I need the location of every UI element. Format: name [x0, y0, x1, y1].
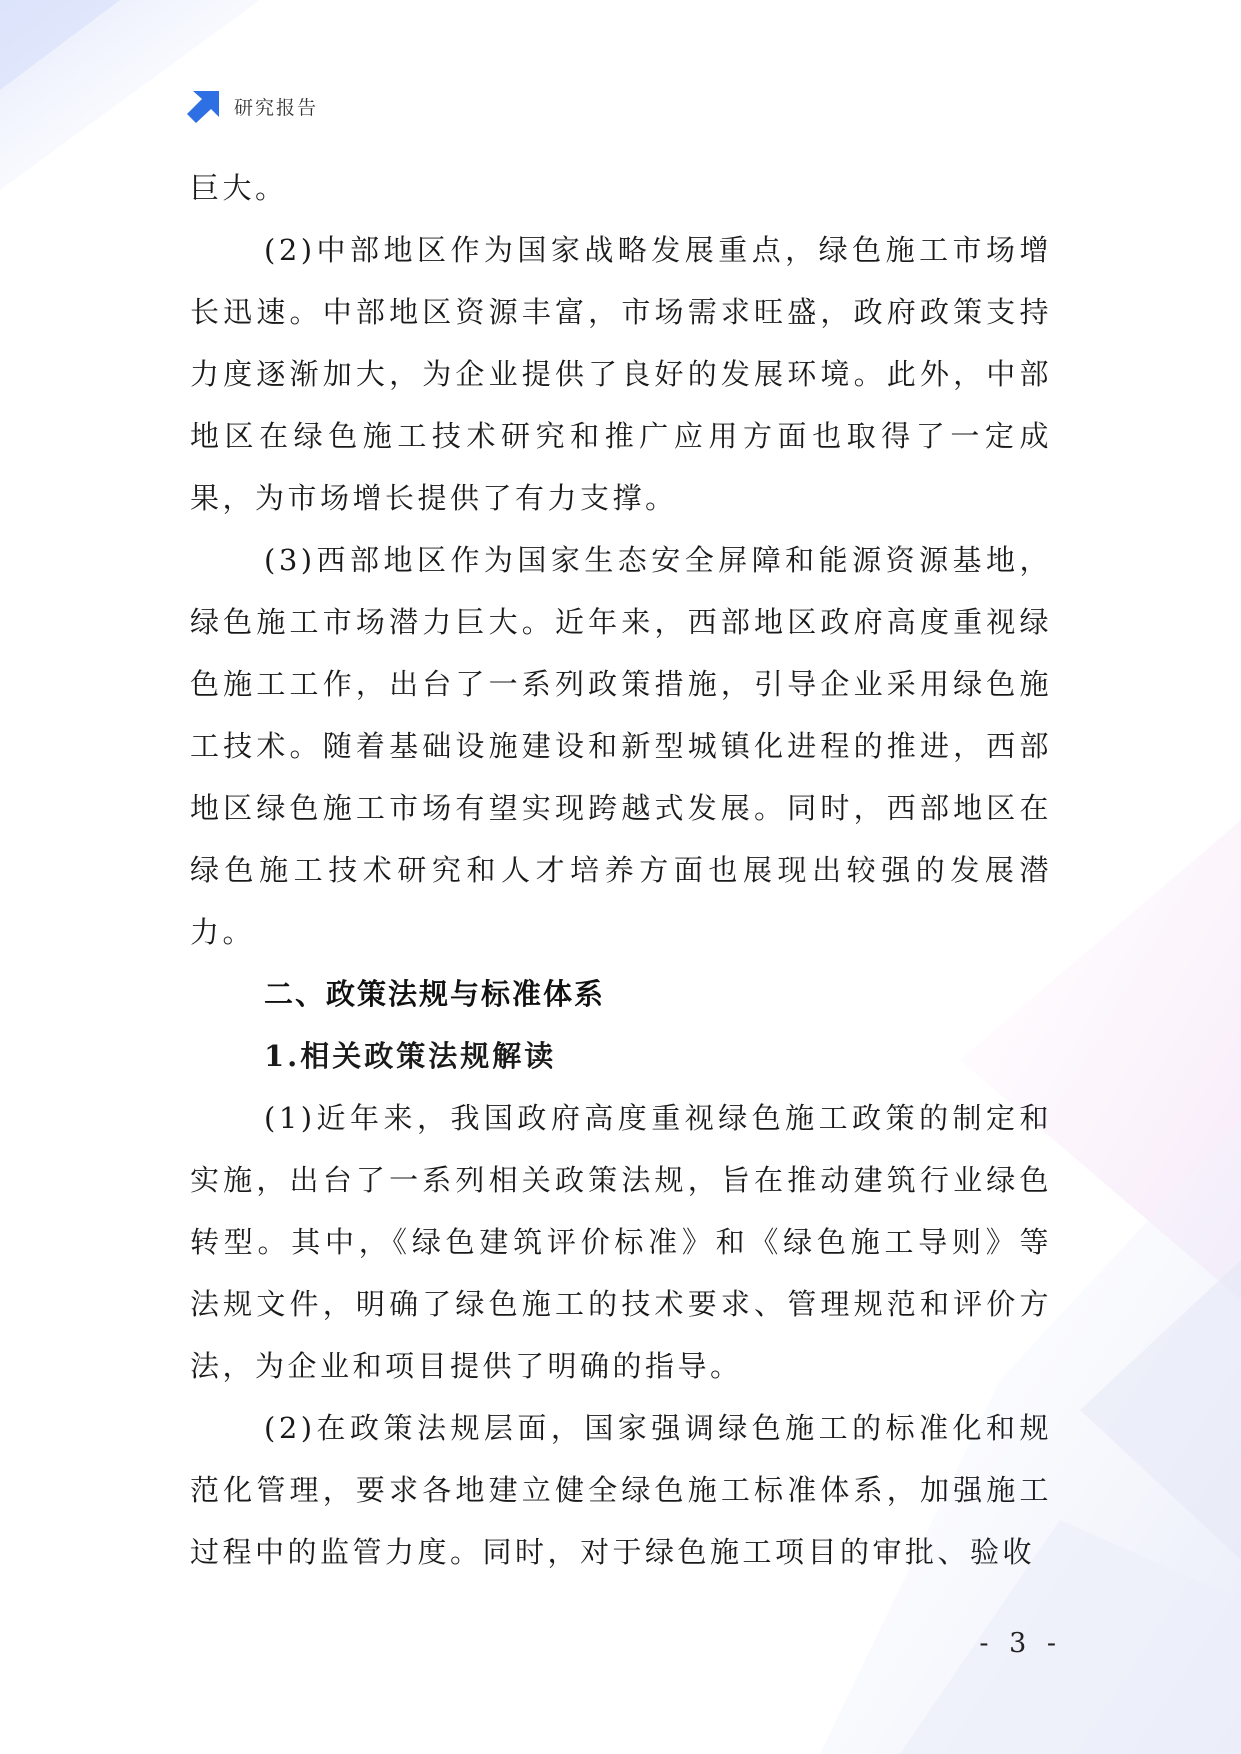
- report-header: [187, 88, 318, 124]
- paragraph-policy-1: (1)近年来，我国政府高度重视绿色施工政策的制定和实施，出台了一系列相关政策法规，旨在推动建筑行业绿色转型。其中，《绿色建筑评价标准》和《绿色施工导则》等法规文件，明确了绿色施工的技术要求、管理规范和评价方法，为企业和项目提供了明确的指导。: [190, 1101, 1052, 1383]
- subsection-heading: 1.相关政策法规解读: [264, 1039, 557, 1073]
- page-number: - 3 -: [979, 1628, 1062, 1659]
- paragraph-central-region: (2)中部地区作为国家战略发展重点，绿色施工市场增长迅速。中部地区资源丰富，市场需求旺盛，政府政策支持力度逐渐加大，为企业提供了良好的发展环境。此外，中部地区在绿色施工技术研究和推广应用方面也取得了一定成果，为市场增长提供了有力支撑。: [190, 233, 1052, 515]
- paragraph-continuation: 巨大。: [190, 171, 288, 205]
- header-title: 研究报告: [234, 96, 319, 119]
- document-body: [190, 157, 1052, 1583]
- paragraph-policy-2: (2)在政策法规层面，国家强调绿色施工的标准化和规范化管理，要求各地建立健全绿色施工标准体系，加强施工过程中的监管力度。同时，对于绿色施工项目的审批、验收: [190, 1411, 1052, 1569]
- section-heading: 二、政策法规与标准体系: [264, 977, 606, 1011]
- arrow-up-right-icon: [187, 89, 221, 123]
- paragraph-western-region: (3)西部地区作为国家生态安全屏障和能源资源基地，绿色施工市场潜力巨大。近年来，西部地区政府高度重视绿色施工工作，出台了一系列政策措施，引导企业采用绿色施工技术。随着基础设施建设和新型城镇化进程的推进，西部地区绿色施工市场有望实现跨越式发展。同时，西部地区在绿色施工技术研究和人才培养方面也展现出较强的发展潜力。: [190, 543, 1052, 949]
